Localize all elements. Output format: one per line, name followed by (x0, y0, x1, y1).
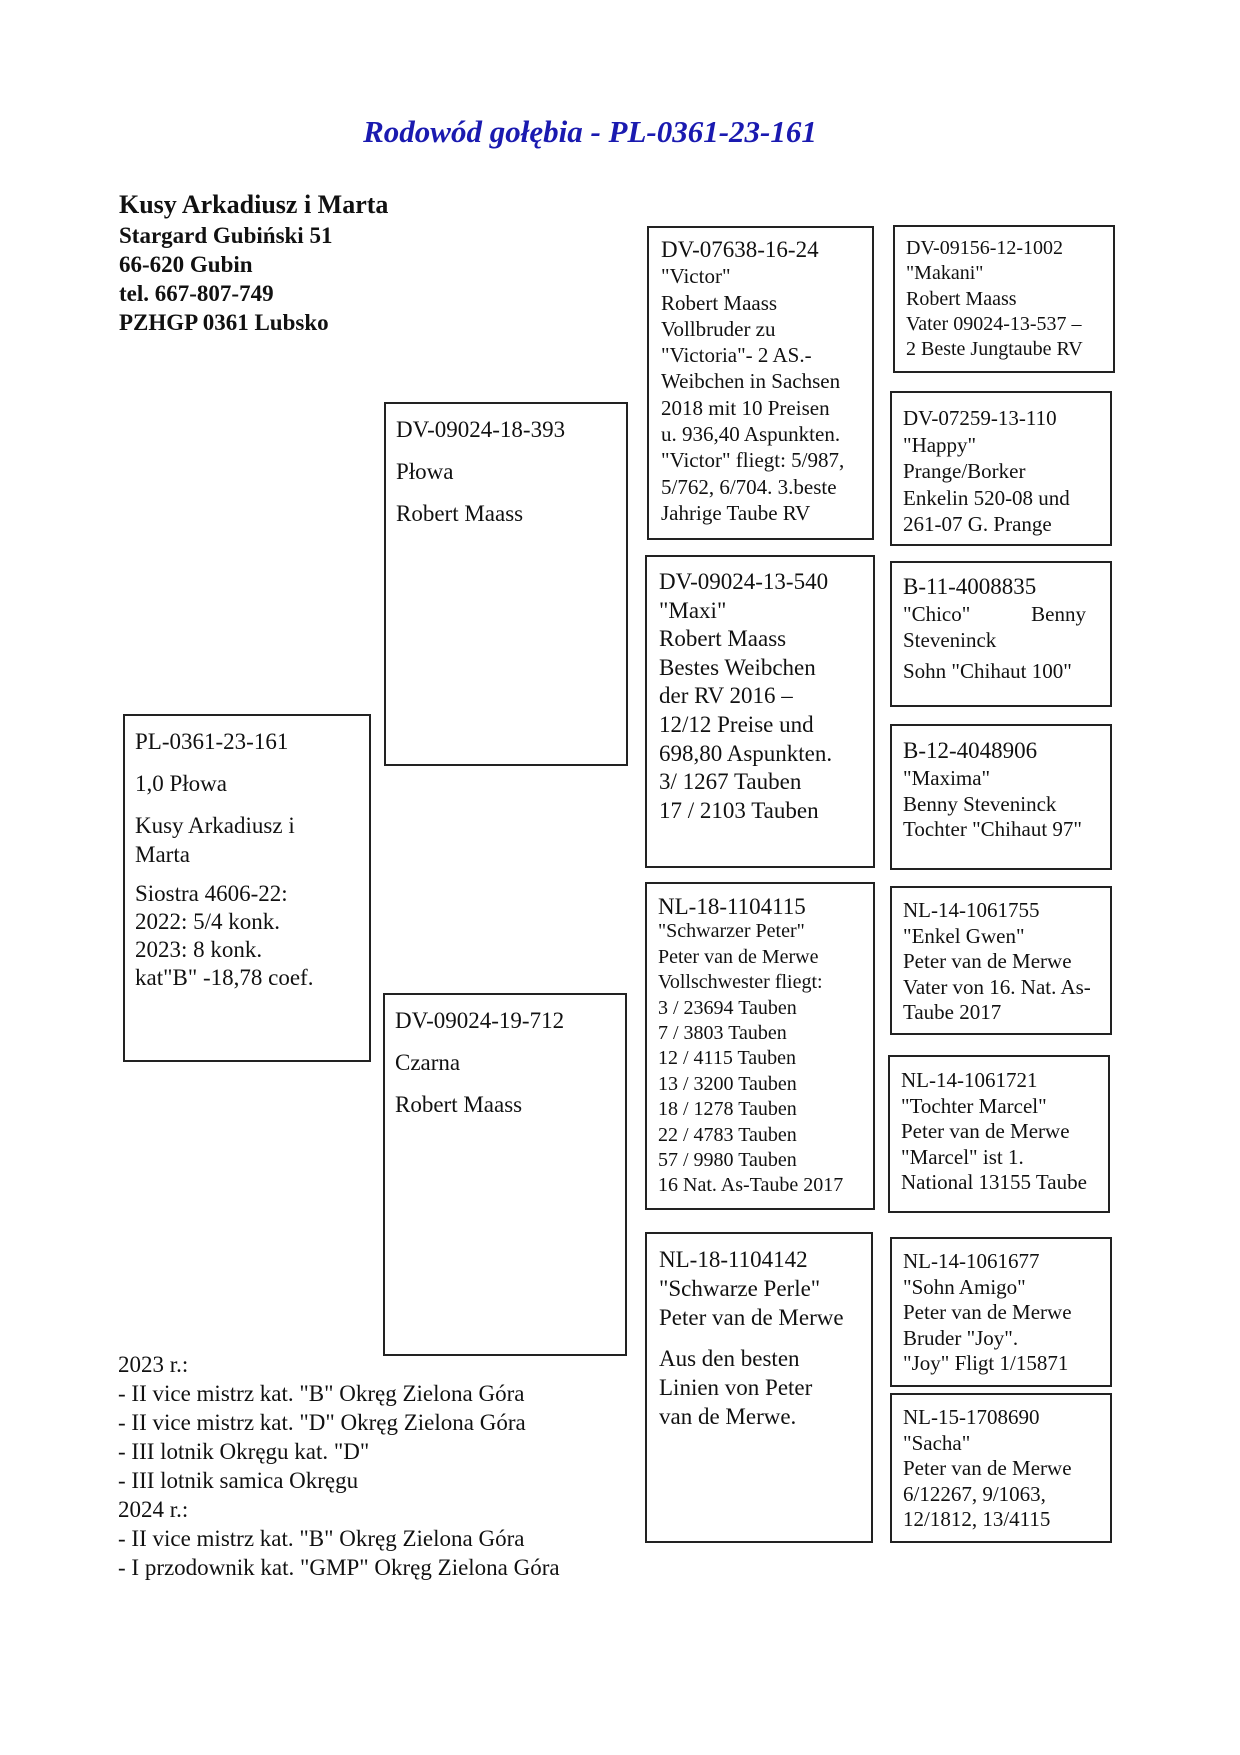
great-grandparent-box (893, 225, 1115, 373)
mother-ring: DV-09024-19-712 (395, 1008, 565, 1033)
great-grandparent-line: Benny Steveninck (903, 791, 1057, 816)
great-grandparent-line: "Enkel Gwen" (903, 923, 1025, 948)
grandparent-line: Peter van de Merwe (658, 945, 819, 968)
grandparent-line: van de Merwe. (659, 1404, 797, 1429)
great-grandparent-line: Peter van de Merwe (903, 1456, 1072, 1481)
grandparent-line: Vollbruder zu (661, 316, 776, 341)
great-grandparent-box (890, 1393, 1112, 1543)
pigeon-box (123, 714, 371, 1062)
grandparent-box (645, 1232, 873, 1543)
grandparent-line (659, 1332, 871, 1344)
great-grandparent-ring: B-11-4008835 (903, 574, 1037, 599)
grandparent-line: "Schwarzer Peter" (658, 920, 805, 943)
great-grandparent-line: Bruder "Joy". (903, 1325, 1019, 1350)
great-grandparent-box (888, 1055, 1110, 1213)
great-grandparent-box (890, 724, 1112, 870)
grandparent-line: Robert Maass (661, 290, 778, 315)
grandparent-line: 57 / 9980 Tauben (658, 1149, 797, 1172)
great-grandparent-ring: DV-07259-13-110 (903, 406, 1057, 430)
pigeon-info: 1,0 Płowa (135, 771, 227, 796)
great-grandparent-line: 261-07 G. Prange (903, 512, 1052, 536)
grandparent-line: Vollschwester fliegt: (658, 971, 823, 994)
great-grandparent-line: "Makani" (906, 262, 984, 285)
achievement-line: - II vice mistrz kat. "B" Okręg Zielona Góra (118, 1526, 525, 1551)
achievement-line: - III lotnik Okręgu kat. "D" (118, 1439, 370, 1464)
great-grandparent-line: Steveninck (903, 628, 997, 652)
great-grandparent-line: 6/12267, 9/1063, (903, 1481, 1046, 1506)
owner-address: Stargard Gubiński 51 (119, 223, 333, 248)
achievement-line: - II vice mistrz kat. "D" Okręg Zielona Góra (118, 1410, 526, 1435)
great-grandparent-line: National 13155 Taube (901, 1170, 1087, 1195)
great-grandparent-line: "Tochter Marcel" (901, 1093, 1047, 1118)
grandparent-ring: NL-18-1104142 (659, 1247, 808, 1272)
grandparent-box (647, 226, 874, 540)
pigeon-note: kat"B" -18,78 coef. (135, 965, 314, 990)
great-grandparent-line: Peter van de Merwe (901, 1119, 1070, 1144)
pigeon-note: 2022: 5/4 konk. (135, 909, 281, 934)
great-grandparent-ring: NL-14-1061755 (903, 898, 1040, 922)
owner-club: PZHGP 0361 Lubsko (119, 310, 329, 335)
grandparent-line: 13 / 3200 Tauben (658, 1072, 797, 1095)
page-title: Rodowód gołębia - PL-0361-23-161 (363, 114, 817, 149)
great-grandparent-ring: NL-14-1061721 (901, 1068, 1038, 1092)
achievement-line: - II vice mistrz kat. "B" Okręg Zielona Góra (118, 1381, 525, 1406)
grandparent-line: u. 936,40 Aspunkten. (661, 422, 841, 447)
grandparent-line: "Victor" (661, 264, 731, 289)
pigeon-note: Siostra 4606-22: (135, 881, 288, 906)
mother-breeder: Robert Maass (395, 1092, 523, 1117)
great-grandparent-box (890, 1237, 1112, 1387)
grandparent-line: 3 / 23694 Tauben (658, 996, 797, 1019)
achievements-list (118, 1350, 560, 1582)
great-grandparent-line: Tochter "Chihaut 97" (903, 817, 1082, 841)
great-grandparent-ring: NL-14-1061677 (903, 1249, 1040, 1273)
great-grandparent-line: 2 Beste Jungtaube RV (906, 338, 1083, 361)
owner-name: Kusy Arkadiusz i Marta (119, 190, 389, 219)
grandparent-box (645, 882, 875, 1210)
father-box (384, 402, 628, 766)
achievement-line: 2024 r.: (118, 1497, 189, 1522)
grandparent-line: 2018 mit 10 Preisen (661, 395, 830, 420)
achievement-line: - III lotnik samica Okręgu (118, 1468, 359, 1493)
great-grandparent-ring: DV-09156-12-1002 (906, 237, 1064, 259)
great-grandparent-box (890, 391, 1112, 546)
owner-phone: tel. 667-807-749 (119, 281, 274, 306)
great-grandparent-box (890, 561, 1112, 707)
great-grandparent-line: Enkelin 520-08 und (903, 485, 1070, 510)
grandparent-line: "Maxi" (659, 597, 727, 623)
grandparent-box (645, 555, 875, 868)
great-grandparent-line: "Joy" Fligt 1/15871 (903, 1351, 1069, 1376)
great-grandparent-line: Benny (1031, 602, 1086, 626)
pigeon-ring: PL-0361-23-161 (135, 729, 289, 754)
grandparent-line: der RV 2016 – (659, 683, 793, 709)
great-grandparent-line: Peter van de Merwe (903, 1300, 1072, 1325)
great-grandparent-line: "Chico" (903, 602, 971, 626)
great-grandparent-box (890, 886, 1112, 1035)
great-grandparent-line: "Marcel" ist 1. (901, 1144, 1024, 1169)
achievement-line: - I przodownik kat. "GMP" Okręg Zielona Góra (118, 1555, 560, 1580)
mother-color: Czarna (395, 1050, 461, 1075)
grandparent-line: "Victoria"- 2 AS.- (661, 343, 812, 368)
great-grandparent-line: Prange/Borker (903, 459, 1026, 483)
great-grandparent-line: Peter van de Merwe (903, 949, 1072, 974)
great-grandparent-ring: NL-15-1708690 (903, 1405, 1040, 1429)
grandparent-line: 7 / 3803 Tauben (658, 1022, 787, 1045)
great-grandparent-line: Taube 2017 (903, 1000, 1002, 1025)
pigeon-owner: Kusy Arkadiusz i (135, 813, 295, 838)
great-grandparent-ring: B-12-4048906 (903, 738, 1038, 763)
grandparent-line: 3/ 1267 Tauben (659, 769, 802, 795)
grandparent-line: "Schwarze Perle" (659, 1276, 821, 1301)
grandparent-line: 12 / 4115 Tauben (658, 1047, 797, 1070)
grandparent-line: Robert Maass (659, 626, 787, 652)
grandparent-line: 17 / 2103 Tauben (659, 797, 819, 823)
great-grandparent-line: Sohn "Chihaut 100" (903, 659, 1072, 683)
great-grandparent-line: 12/1812, 13/4115 (903, 1507, 1051, 1532)
grandparent-line: 12/12 Preise und (659, 711, 814, 737)
mother-box (383, 993, 627, 1356)
great-grandparent-line: "Maxima" (903, 766, 991, 790)
grandparent-line: Weibchen in Sachsen (661, 369, 841, 394)
grandparent-line: 22 / 4783 Tauben (658, 1123, 797, 1146)
grandparent-line: Linien von Peter (659, 1375, 813, 1400)
great-grandparent-line: "Sohn Amigo" (903, 1274, 1026, 1299)
grandparent-line: Peter van de Merwe (659, 1305, 844, 1330)
grandparent-line: "Victor" fliegt: 5/987, (661, 448, 845, 473)
great-grandparent-line: Robert Maass (906, 287, 1017, 310)
great-grandparent-line: "Happy" (903, 432, 977, 457)
grandparent-line: 698,80 Aspunkten. (659, 740, 833, 766)
great-grandparent-name-row (903, 601, 1100, 627)
great-grandparent-line: Vater von 16. Nat. As- (903, 974, 1091, 999)
great-grandparent-line: "Sacha" (903, 1430, 971, 1455)
grandparent-line: Aus den besten (659, 1346, 800, 1371)
grandparent-ring: DV-07638-16-24 (661, 237, 819, 262)
grandparent-ring: NL-18-1104115 (658, 894, 806, 919)
grandparent-line: 16 Nat. As-Taube 2017 (658, 1174, 844, 1197)
pigeon-note: 2023: 8 konk. (135, 937, 263, 962)
owner-city: 66-620 Gubin (119, 252, 253, 277)
achievement-line: 2023 r.: (118, 1352, 189, 1377)
pigeon-owner: Marta (135, 842, 190, 867)
grandparent-line: 5/762, 6/704. 3.beste (661, 474, 837, 499)
father-ring: DV-09024-18-393 (396, 417, 566, 442)
grandparent-ring: DV-09024-13-540 (659, 569, 829, 594)
father-breeder: Robert Maass (396, 501, 524, 526)
owner-info (119, 189, 388, 337)
grandparent-line: Jahrige Taube RV (661, 500, 811, 525)
father-color: Płowa (396, 459, 454, 484)
great-grandparent-line: Vater 09024-13-537 – (906, 312, 1082, 335)
grandparent-line: Bestes Weibchen (659, 654, 816, 680)
grandparent-line: 18 / 1278 Tauben (658, 1098, 797, 1121)
